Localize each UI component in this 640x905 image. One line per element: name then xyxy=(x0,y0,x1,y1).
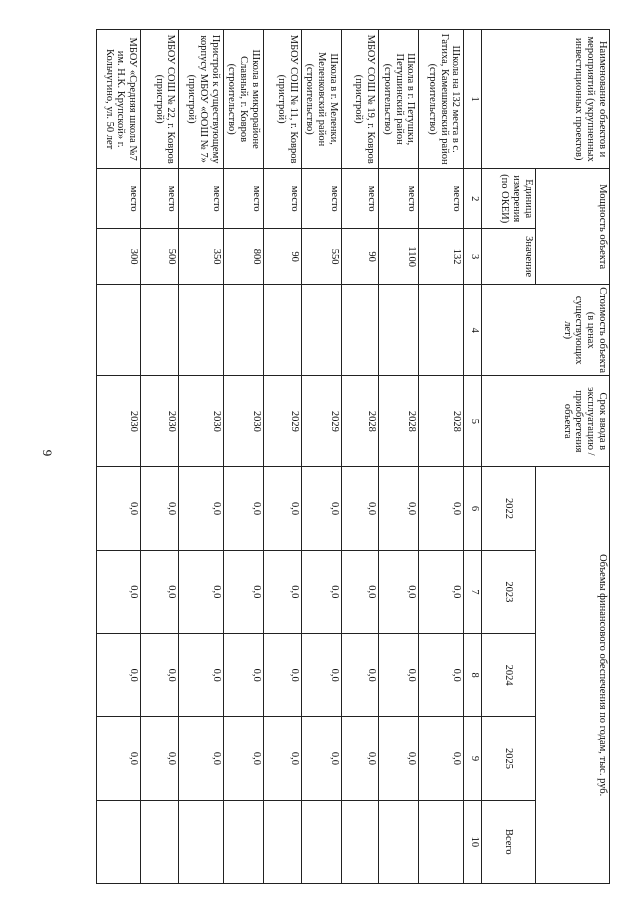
term-cell: 2028 xyxy=(379,376,419,467)
column-number-cell: 3 xyxy=(464,229,481,285)
unit-cell: место xyxy=(179,169,223,229)
cost-cell xyxy=(223,285,263,376)
object-name-cell: Школа в микрорайоне Славный, г. Ковров (строительство) xyxy=(223,30,263,169)
funding-total-cell xyxy=(301,800,341,883)
funding-2024-cell: 0,0 xyxy=(263,634,301,717)
header-row-1 xyxy=(535,30,609,884)
funding-2022-cell: 0,0 xyxy=(301,467,341,550)
capacity-value-cell: 1100 xyxy=(379,229,419,285)
term-cell: 2029 xyxy=(263,376,301,467)
funding-2022-cell: 0,0 xyxy=(379,467,419,550)
header-year-2023: 2023 xyxy=(481,550,535,633)
object-name-cell: Пристрой к существующему корпусу МБОУ «ООШ № 7» (пристрой) xyxy=(179,30,223,169)
column-number-cell: 8 xyxy=(464,634,481,717)
table-row xyxy=(341,30,378,884)
funding-2023-cell: 0,0 xyxy=(341,550,378,633)
unit-cell: место xyxy=(97,169,141,229)
rotated-table-wrapper xyxy=(96,29,610,884)
funding-2025-cell: 0,0 xyxy=(341,717,378,800)
funding-2022-cell: 0,0 xyxy=(341,467,378,550)
table-row xyxy=(419,30,464,884)
column-number-cell: 2 xyxy=(464,169,481,229)
cost-cell xyxy=(97,285,141,376)
funding-2023-cell: 0,0 xyxy=(223,550,263,633)
funding-total-cell xyxy=(179,800,223,883)
funding-2025-cell: 0,0 xyxy=(141,717,179,800)
funding-2022-cell: 0,0 xyxy=(263,467,301,550)
table-row xyxy=(301,30,341,884)
cost-cell xyxy=(379,285,419,376)
unit-cell: место xyxy=(419,169,464,229)
funding-total-cell xyxy=(379,800,419,883)
header-year-2022: 2022 xyxy=(481,467,535,550)
term-cell: 2030 xyxy=(179,376,223,467)
funding-2023-cell: 0,0 xyxy=(301,550,341,633)
header-finance: Объемы финансового обеспечения по годам, тыс. руб. xyxy=(535,467,609,884)
funding-2025-cell: 0,0 xyxy=(301,717,341,800)
object-name-cell: МБОУ СОШ № 19, г. Ковров (пристрой) xyxy=(341,30,378,169)
funding-2022-cell: 0,0 xyxy=(97,467,141,550)
term-cell: 2028 xyxy=(419,376,464,467)
table-rotator xyxy=(96,29,610,884)
funding-2024-cell: 0,0 xyxy=(341,634,378,717)
header-capacity: Мощность объекта xyxy=(535,169,609,285)
term-cell: 2029 xyxy=(301,376,341,467)
column-number-cell: 1 xyxy=(464,30,481,169)
funding-2024-cell: 0,0 xyxy=(141,634,179,717)
column-number-cell: 4 xyxy=(464,285,481,376)
funding-2025-cell: 0,0 xyxy=(419,717,464,800)
funding-2023-cell: 0,0 xyxy=(263,550,301,633)
cost-cell xyxy=(341,285,378,376)
funding-2023-cell: 0,0 xyxy=(379,550,419,633)
header-unit: Единица измерения (по ОКЕИ) xyxy=(481,169,535,229)
object-name-cell: МБОУ «Средняя школа №7 им. Н.К. Крупской» г. Кольчугино, ул. 50 лет xyxy=(97,30,141,169)
funding-2025-cell: 0,0 xyxy=(223,717,263,800)
object-name-cell: Школа в г. Петушки, Петушинский район (строительство) xyxy=(379,30,419,169)
funding-2024-cell: 0,0 xyxy=(301,634,341,717)
unit-cell: место xyxy=(341,169,378,229)
funding-2022-cell: 0,0 xyxy=(141,467,179,550)
object-name-cell: МБОУ СОШ № 22, г. Ковров (пристрой) xyxy=(141,30,179,169)
funding-2024-cell: 0,0 xyxy=(179,634,223,717)
funding-total-cell xyxy=(341,800,378,883)
header-total: Всего xyxy=(481,800,535,883)
cost-cell xyxy=(179,285,223,376)
cost-cell xyxy=(301,285,341,376)
unit-cell: место xyxy=(301,169,341,229)
table-row xyxy=(179,30,223,884)
table-row xyxy=(223,30,263,884)
funding-2022-cell: 0,0 xyxy=(223,467,263,550)
header-value: Значение xyxy=(481,229,535,285)
unit-cell: место xyxy=(263,169,301,229)
investment-objects-table xyxy=(96,29,610,884)
capacity-value-cell: 300 xyxy=(97,229,141,285)
funding-2023-cell: 0,0 xyxy=(179,550,223,633)
column-number-row xyxy=(464,30,481,884)
cost-cell xyxy=(419,285,464,376)
funding-2024-cell: 0,0 xyxy=(223,634,263,717)
header-cost: Стоимость объекта (в ценах существующих лет) xyxy=(481,285,609,376)
funding-total-cell xyxy=(419,800,464,883)
funding-total-cell xyxy=(223,800,263,883)
funding-2023-cell: 0,0 xyxy=(419,550,464,633)
capacity-value-cell: 90 xyxy=(263,229,301,285)
column-number-cell: 10 xyxy=(464,800,481,883)
funding-total-cell xyxy=(141,800,179,883)
table-row xyxy=(97,30,141,884)
capacity-value-cell: 550 xyxy=(301,229,341,285)
funding-total-cell xyxy=(97,800,141,883)
cost-cell xyxy=(141,285,179,376)
column-number-cell: 6 xyxy=(464,467,481,550)
funding-2022-cell: 0,0 xyxy=(419,467,464,550)
capacity-value-cell: 132 xyxy=(419,229,464,285)
term-cell: 2030 xyxy=(223,376,263,467)
term-cell: 2030 xyxy=(97,376,141,467)
table-row xyxy=(141,30,179,884)
column-number-cell: 7 xyxy=(464,550,481,633)
table-row xyxy=(379,30,419,884)
funding-2025-cell: 0,0 xyxy=(179,717,223,800)
funding-2023-cell: 0,0 xyxy=(97,550,141,633)
column-number-cell: 9 xyxy=(464,717,481,800)
funding-2023-cell: 0,0 xyxy=(141,550,179,633)
object-name-cell: Школа на 132 места в с. Гатиха, Камешковский район (строительство) xyxy=(419,30,464,169)
funding-2022-cell: 0,0 xyxy=(179,467,223,550)
object-name-cell: МБОУ СОШ № 11, г. Ковров (пристрой) xyxy=(263,30,301,169)
capacity-value-cell: 350 xyxy=(179,229,223,285)
capacity-value-cell: 500 xyxy=(141,229,179,285)
funding-total-cell xyxy=(263,800,301,883)
capacity-value-cell: 90 xyxy=(341,229,378,285)
unit-cell: место xyxy=(379,169,419,229)
funding-2025-cell: 0,0 xyxy=(263,717,301,800)
cost-cell xyxy=(263,285,301,376)
funding-2024-cell: 0,0 xyxy=(97,634,141,717)
object-name-cell: Школа в г. Меленки, Меленковский район (строительство) xyxy=(301,30,341,169)
capacity-value-cell: 800 xyxy=(223,229,263,285)
column-number-cell: 5 xyxy=(464,376,481,467)
header-name: Наименование объектов и мероприятий (укрупненных инвестиционных проектов) xyxy=(481,30,609,169)
unit-cell: место xyxy=(141,169,179,229)
table-row xyxy=(263,30,301,884)
funding-2025-cell: 0,0 xyxy=(379,717,419,800)
header-year-2025: 2025 xyxy=(481,717,535,800)
funding-2025-cell: 0,0 xyxy=(97,717,141,800)
term-cell: 2028 xyxy=(341,376,378,467)
term-cell: 2030 xyxy=(141,376,179,467)
unit-cell: место xyxy=(223,169,263,229)
header-year-2024: 2024 xyxy=(481,634,535,717)
page-number: 9 xyxy=(40,449,55,457)
funding-2024-cell: 0,0 xyxy=(419,634,464,717)
funding-2024-cell: 0,0 xyxy=(379,634,419,717)
header-term: Срок ввода в эксплуатацию /приобретения объекта xyxy=(481,376,609,467)
